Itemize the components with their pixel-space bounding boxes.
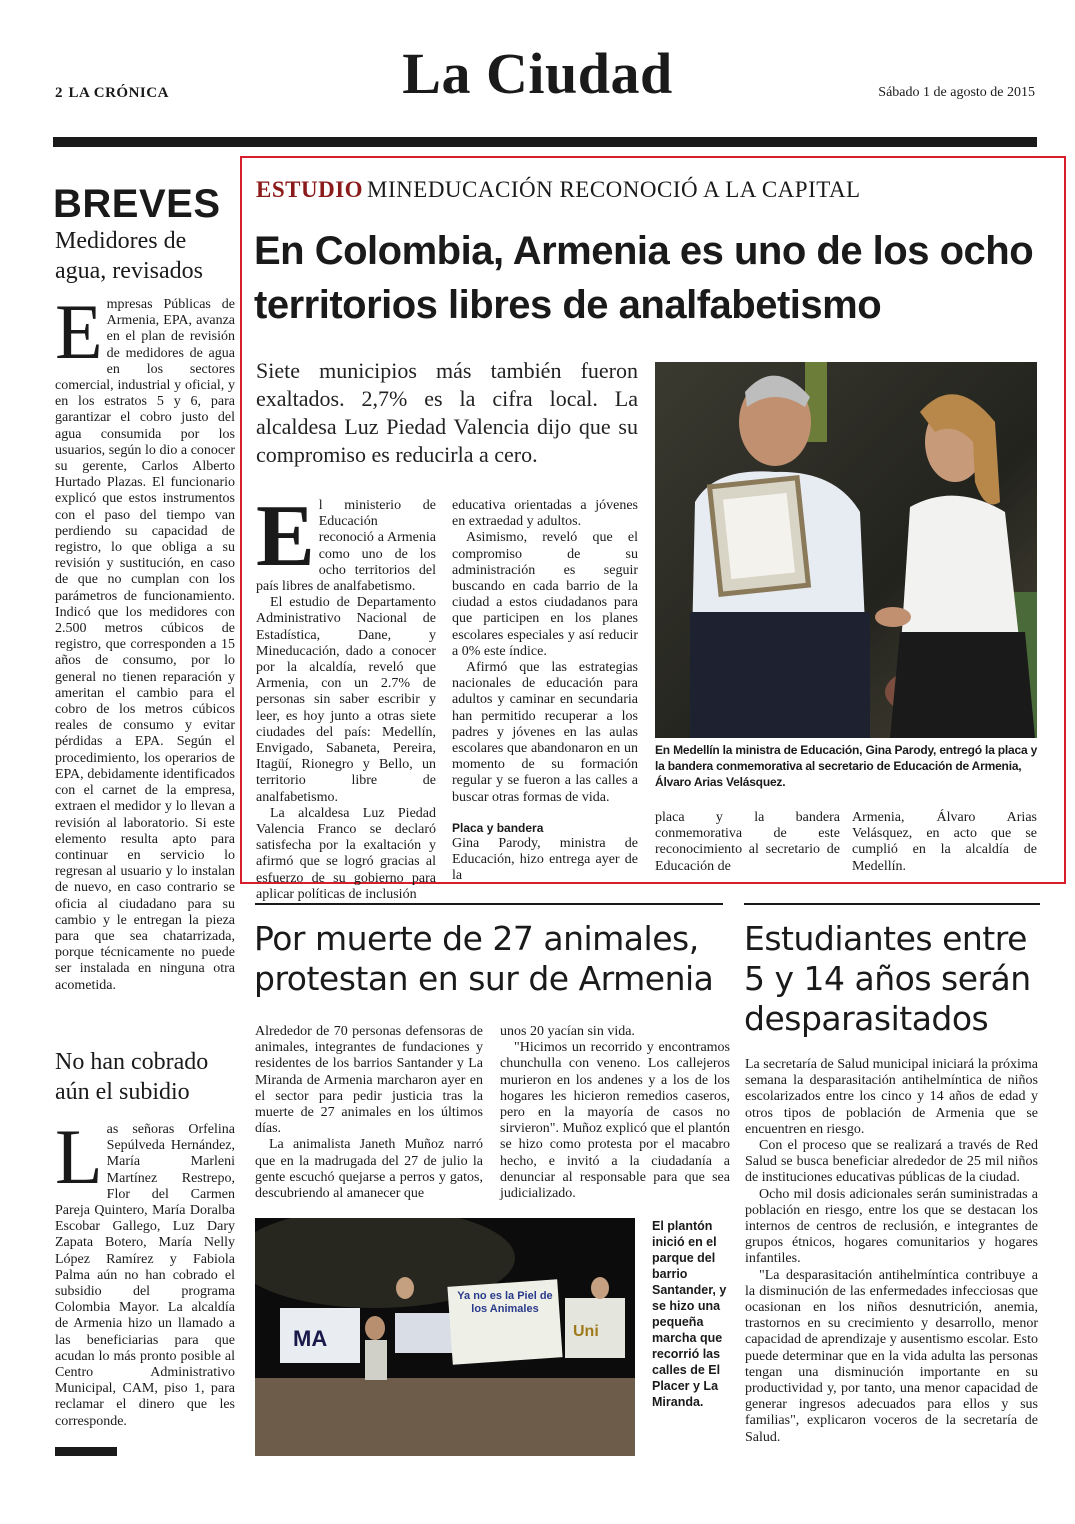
page-number: 2 LA CRÓNICA [55,85,169,101]
issue-date: Sábado 1 de agosto de 2015 [878,85,1035,100]
kicker-text: MINEDUCACIÓN RECONOCIÓ A LA CAPITAL [367,177,861,202]
breve-1-body: Empresas Públicas de Armenia, EPA, avanza en el plan de revisión de medidores de agua en los sectores comercial, industrial y oficial, y en los estratos 5 y 6, para garantizar el cobro justo del agua consumida por los usuarios, según lo dio a conocer su gerente, Carlos Alberto Hurtado Plazas. El funcionario explicó que estos instrumentos con el paso del tiempo van perdiendo su capacidad de registro, lo que obliga a su revisión y sustitución, en caso de que no cumplan con los parámetros de funcionamiento. Indicó que los medidores con 2.500 metros cúbicos de registro, que corresponden a 15 años de consumo, por lo general no tienen reparación y ameritan el cambio para el cobro de los metros cúbicos reales de consumo y evitar pérdidas a EPA. Según el procedimiento, los operarios de EPA, debidamente identificados con el carnet de la empresa, extraen el medidor y lo llevan a revisión al laboratorio. Si este elemento resulta apto para continuar en servicio lo regresan al usuario y lo instalan de nuevo, en caso contrario se oficia al ciudadano para su cambio y le entregan la pieza para que sea chatarrizada, porque técnicamente no puede ser instalada en ninguna otra acometida. [55,288,235,993]
breve-1-heading: Medidores de agua, revisados [55,228,203,284]
sign-right-text: Uni [573,1323,599,1340]
main-dropcap: E [256,488,315,585]
protest-headline: Por muerte de 27 animales, protestan en sur de Armenia [254,919,714,998]
main-col-b: educativa orientadas a jóvenes en extraedad y adultos. Asimismo, reveló que el compromiso de su administración es seguir buscando en cada barrio de la ciudad a estos ciudadanos para que participen en los planes escolares especiales y así reducir a 0% este índice. Afirmó que las estrategias nacionales de educación para adultos y caminar en secundaria han permitido recuperar a los padres y jóvenes en las aulas escolares que abandonaron en un momento de su formación regular y se fueron a las calles a buscar otras formas de vida. Placa y bandera Gina Parody, ministra de Educación, hizo entrega ayer de la [452,498,638,884]
breve-1-dropcap: E [55,288,103,375]
main-headline: En Colombia, Armenia es uno de los ocho territorios libres de analfabetismo [254,229,1034,327]
protest-rule [255,903,723,905]
health-body: La secretaría de Salud municipal iniciará la próxima semana la desparasitación antihelmíntica de niños escolarizados entre los cinco y 14 años de edad y otros tipos de población de Armenia que se encuentren en riesgo. Con el proceso que se realizará a través de Red Salud se busca beneficiar alrededor de 25 mil niños de instituciones educativas públicas de la ciudad. Ocho mil dosis adicionales serán suministradas a población en riesgo, entre los que se destacan los internos de centros de reclusión, e integrantes de grupos étnicos, hogares comunitarios y hogares infantiles. "La desparasitación antihelmíntica contribuye a la disminución de las enfermedades infecciosas que ocasionan en los niños desnutrición, anemia, trastornos en su crecimiento y desarrollo, menor capacidad de aprendizaje y ausentismo escolar. Esto puede determinar que en la vida adulta las personas tengan una disminución importante en su productividad y, por tanto, una menor capacidad de generar ingresos adecuados para ellos y sus familias", explicaron voceros de la secretaría de Salud. [745,1057,1038,1445]
sign-left-text: MA [293,1326,328,1351]
breve-2-heading: No han cobrado aún el subidio [55,1049,209,1105]
health-rule [744,903,1040,905]
main-col-a: El ministerio de Educación reconoció a Armenia como uno de los ocho territorios del país libres de analfabetismo. El estudio de Departamento Administrativo Nacional de Estadística, Dane, y Mineducación, dado a conocer por la alcaldía, reveló que Armenia, con un 2.7% de personas sin saber escribir y leer, es hoy junto a otras siete ciudades del país: Medellín, Envigado, Sabaneta, Pereira, Itagüí, Rionegro y Bello, un territorio libre de analfabetismo. La alcaldesa Luz Piedad Valencia Franco se declaró satisfecha por la exaltación y afirmó que se logró gracias al esfuerzo de su gobierno para aplicar políticas de inclusión [256,488,436,902]
sign-center-text: Ya no es la Piel de los Animales [457,1290,553,1315]
main-col-d: Armenia, Álvaro Arias Velásquez, en acto que se cumplió en la alcaldía de Medellín. [852,810,1037,874]
health-headline: Estudiantes entre 5 y 14 años serán desparasitados [744,919,1031,1038]
main-col-c: placa y la bandera conmemorativa de este reconocimiento al secretario de Educación de [655,810,840,874]
section-title: La Ciudad [402,41,673,106]
brand-name: LA CRÓNICA [68,85,169,101]
story-kicker [256,177,861,203]
ceremony-photo [655,362,1037,738]
main-deck: Siete municipios más también fueron exaltados. 2,7% es la cifra local. La alcaldesa Luz Piedad Valencia dijo que su compromiso es reducirla a cero. [256,358,638,467]
protest-col-b: unos 20 yacían sin vida. "Hicimos un recorrido y encontramos chunchulla con veneno. Los callejeros murieron en los andenes y a los de los hogares les hicieron remedios caseros, pero en la mayoría de casos no sirvieron". Muñoz explicó que el plantón se hizo como protesta por el macabro hecho, e invitó a la ciudadanía a denunciar al responsable para que sea judicializado. [500,1024,730,1202]
header-rule [53,137,1037,147]
end-mark [55,1447,117,1456]
kicker-label: ESTUDIO [256,177,364,202]
protest-photo-caption: El plantón inició en el parque del barrio Santander, y se hizo una pequeña marcha que recorrió las calles de El Placer y La Miranda. [652,1219,727,1409]
breves-title: BREVES [53,182,221,226]
breve-2-dropcap: L [55,1113,103,1200]
breve-2-body: Las señoras Orfelina Sepúlveda Hernández, María Marleni Martínez Restrepo, Flor del Carmen Pareja Quintero, María Doralba Escobar Gallego, Luz Dary Zapata Botero, María Nelly López Ramírez y Fabiola Palma aún no han cobrado el subsidio del programa Colombia Mayor. La alcaldía de Armenia hizo un llamado a las beneficiarias para que acudan lo más pronto posible al Centro Administrativo Municipal, CAM, piso 1, para reclamar el dinero que les corresponde. [55,1113,235,1429]
ceremony-photo-caption: En Medellín la ministra de Educación, Gina Parody, entregó la placa y la bandera conmemorativa al secretario de Educación de Armenia, Álvaro Arias Velásquez. [655,743,1038,789]
main-subhead: Placa y bandera [452,820,544,835]
protest-col-a: Alrededor de 70 personas defensoras de animales, integrantes de fundaciones y residentes de los barrios Santander y La Miranda de Armenia marcharon ayer en el sector para pedir justicia tras la muerte de 27 animales en los últimos días. La animalista Janeth Muñoz narró que en la madrugada del 27 de julio la gente escuchó quejarse a perros y gatos, descubriendo al amanecer que [255,1024,483,1202]
protest-photo [255,1218,635,1456]
